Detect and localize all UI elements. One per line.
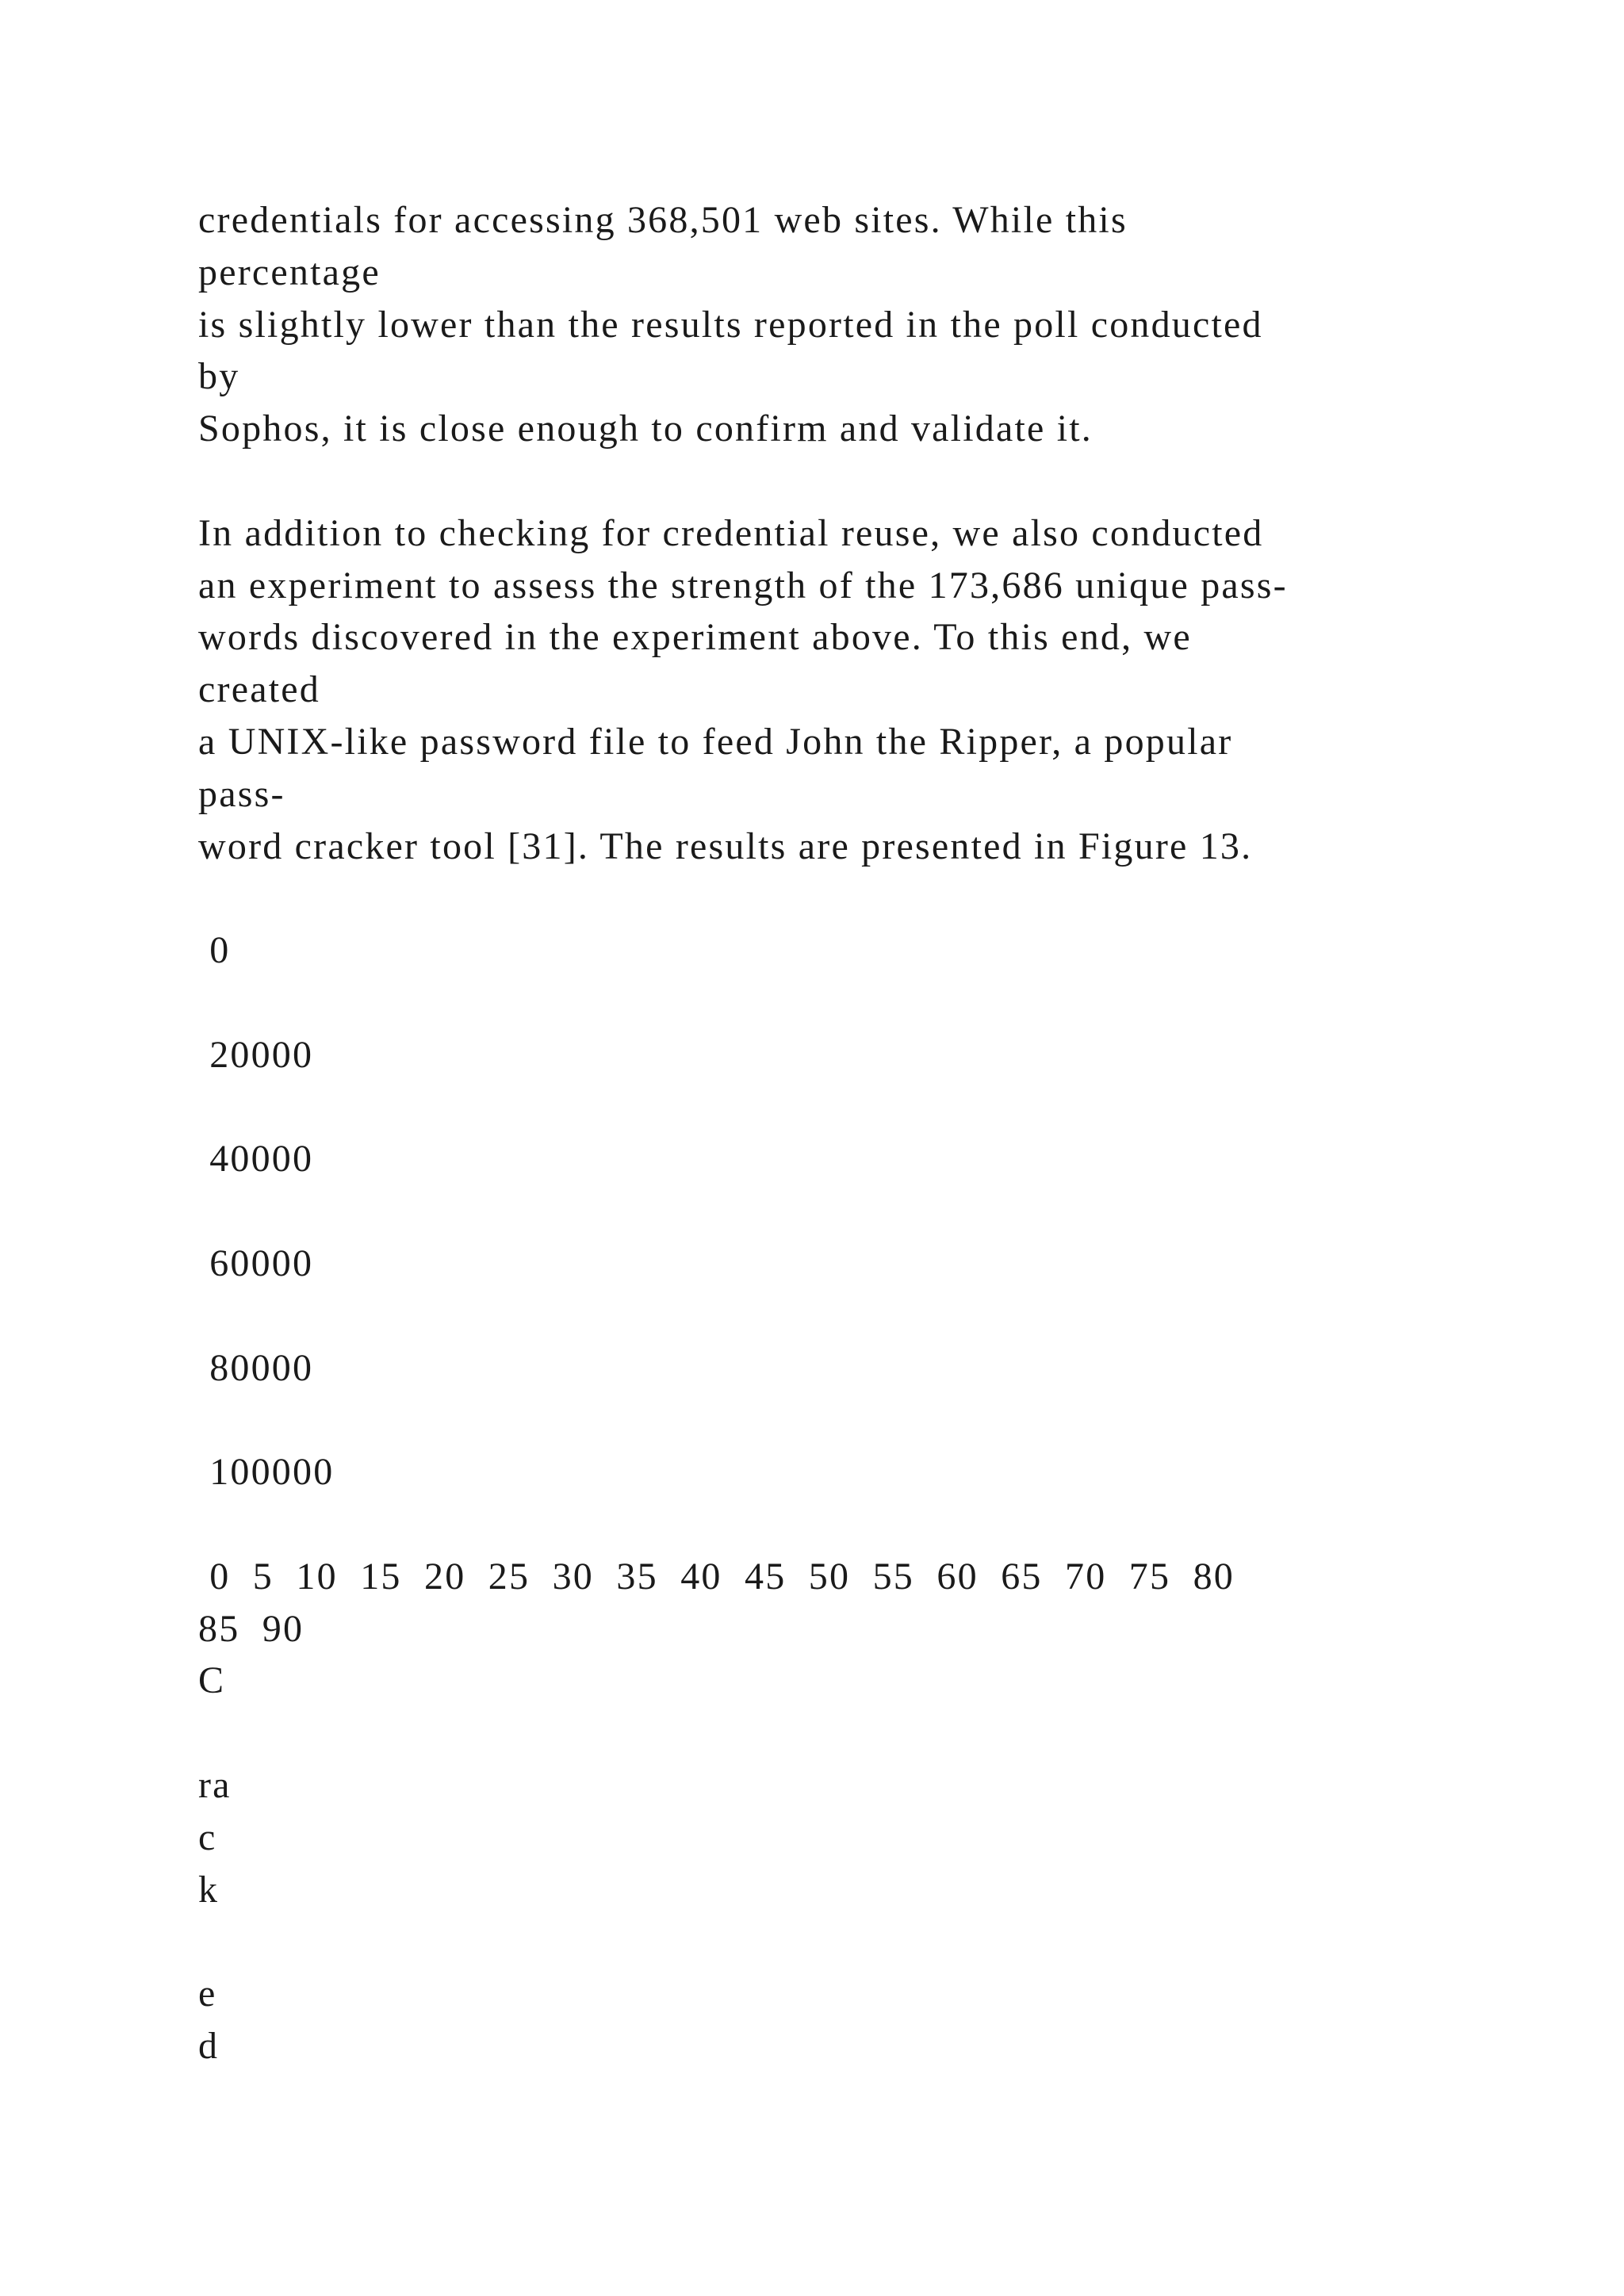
label-fragment-line: ra: [198, 1763, 232, 1806]
blank-line: [198, 1915, 1546, 1968]
blank-line: [198, 455, 1546, 507]
text-line: In addition to checking for credential reuse, we also conducted: [198, 511, 1264, 554]
text-line: an experiment to assess the strength of the 173,686 unique pass-: [198, 564, 1288, 607]
text-line: credentials for accessing 368,501 web sites. While this: [198, 199, 1128, 241]
axis-value-line: 20000: [198, 1033, 314, 1076]
text-line: Sophos, it is close enough to confirm and validate it.: [198, 408, 1093, 450]
text-line: created: [198, 668, 320, 711]
text-line: word cracker tool [31]. The results are presented in Figure 13.: [198, 825, 1253, 867]
axis-value-line: 0: [198, 929, 231, 972]
axis-value-line: 0 5 10 15 20 25 30 35 40 45 50 55 60 65 70 75 80: [198, 1555, 1235, 1598]
blank-line: [198, 1394, 1546, 1446]
blank-line: [198, 1290, 1546, 1342]
text-line: a UNIX-like password file to feed John the Ripper, a popular: [198, 720, 1233, 763]
text-line: by: [198, 355, 240, 398]
blank-line: [198, 1185, 1546, 1238]
label-fragment-line: e: [198, 1973, 217, 2015]
axis-value-line: 80000: [198, 1346, 314, 1389]
label-fragment-line: d: [198, 2024, 220, 2067]
blank-line: [198, 977, 1546, 1029]
axis-value-line: 85 90: [198, 1607, 304, 1650]
text-line: words discovered in the experiment above. To this end, we: [198, 616, 1192, 659]
text-line: percentage: [198, 251, 381, 293]
text-line: is slightly lower than the results reported in the poll conducted: [198, 303, 1263, 346]
axis-value-line: 60000: [198, 1242, 314, 1284]
blank-line: [198, 1081, 1546, 1134]
blank-line: [198, 1707, 1546, 1759]
blank-line: [198, 872, 1546, 924]
axis-value-line: 40000: [198, 1138, 314, 1181]
axis-value-line: 100000: [198, 1451, 335, 1494]
label-fragment-line: k: [198, 1868, 220, 1911]
label-fragment-line: C: [198, 1659, 226, 1702]
document-text: [198, 194, 1546, 2072]
blank-line: [198, 1498, 1546, 1551]
label-fragment-line: c: [198, 1816, 217, 1858]
text-line: pass-: [198, 772, 285, 815]
